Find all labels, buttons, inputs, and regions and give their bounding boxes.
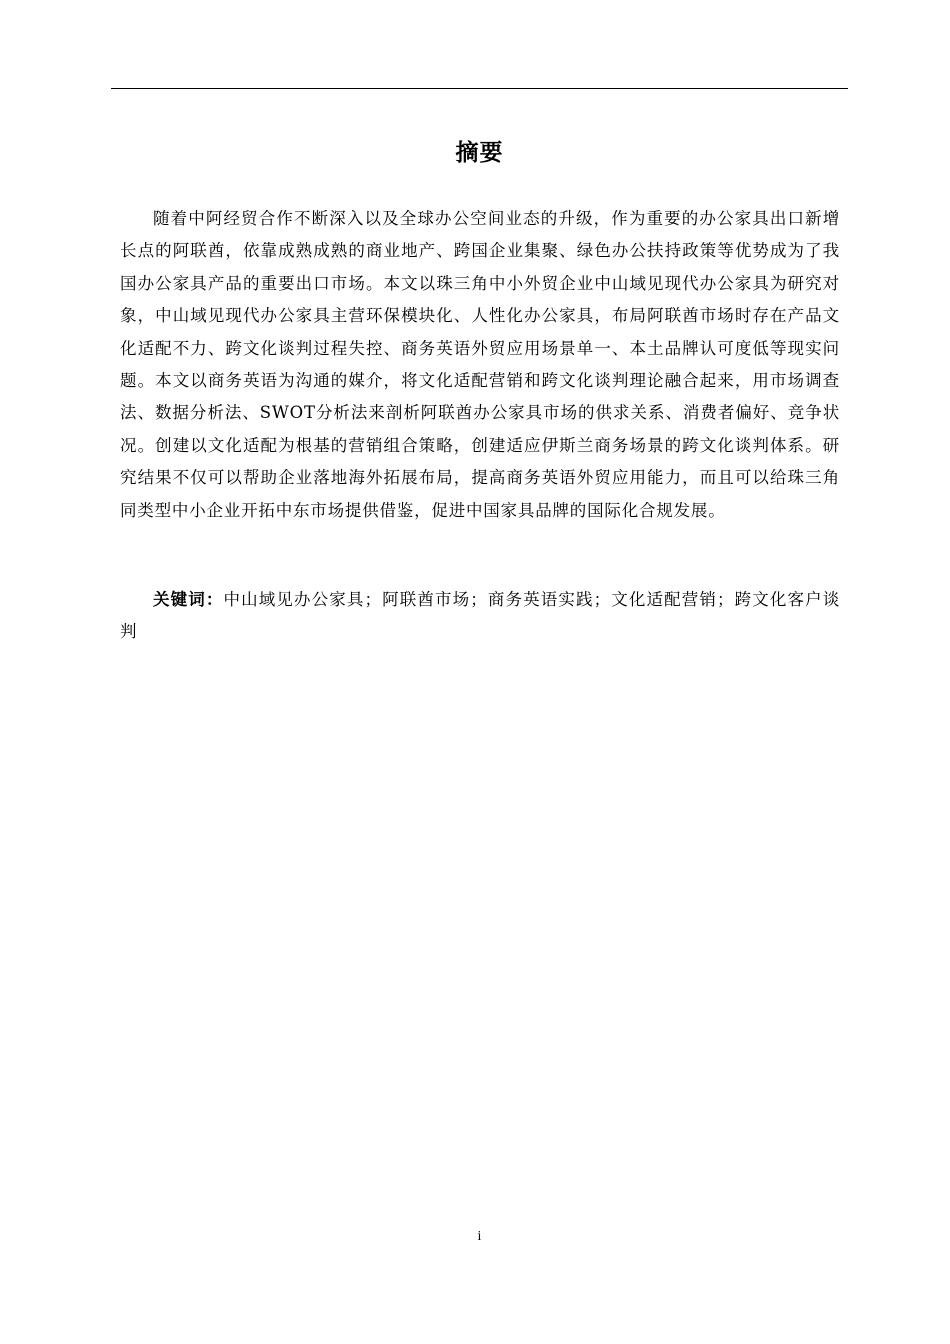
header-rule — [111, 88, 848, 89]
keywords-text: 中山域见办公家具；阿联酋市场；商务英语实践；文化适配营销；跨文化客户谈判 — [120, 590, 841, 642]
keywords-paragraph — [120, 584, 840, 649]
page-number: i — [477, 1229, 482, 1244]
keywords-label: 关键词： — [153, 590, 224, 609]
abstract-paragraph: 随着中阿经贸合作不断深入以及全球办公空间业态的升级，作为重要的办公家具出口新增长点的阿联酋，依靠成熟成熟的商业地产、跨国企业集聚、绿色办公扶持政策等优势成为了我国办公家具产品的重要出口市场。本文以珠三角中小外贸企业中山域见现代办公家具为研究对象，中山域见现代办公家具主营环保模块化、人性化办公家具，布局阿联酋市场时存在产品文化适配不力、跨文化谈判过程失控、商务英语外贸应用场景单一、本土品牌认可度低等现实问题。本文以商务英语为沟通的媒介，将文化适配营销和跨文化谈判理论融合起来，用市场调查法、数据分析法、SWOT分析法来剖析阿联酋办公家具市场的供求关系、消费者偏好、竞争状况。创建以文化适配为根基的营销组合策略，创建适应伊斯兰商务场景的跨文化谈判体系。研究结果不仅可以帮助企业落地海外拓展布局，提高商务英语外贸应用能力，而且可以给珠三角同类型中小企业开拓中东市场提供借鉴，促进中国家具品牌的国际化合规发展。 — [120, 209, 840, 520]
abstract-title: 摘要 — [455, 140, 504, 166]
